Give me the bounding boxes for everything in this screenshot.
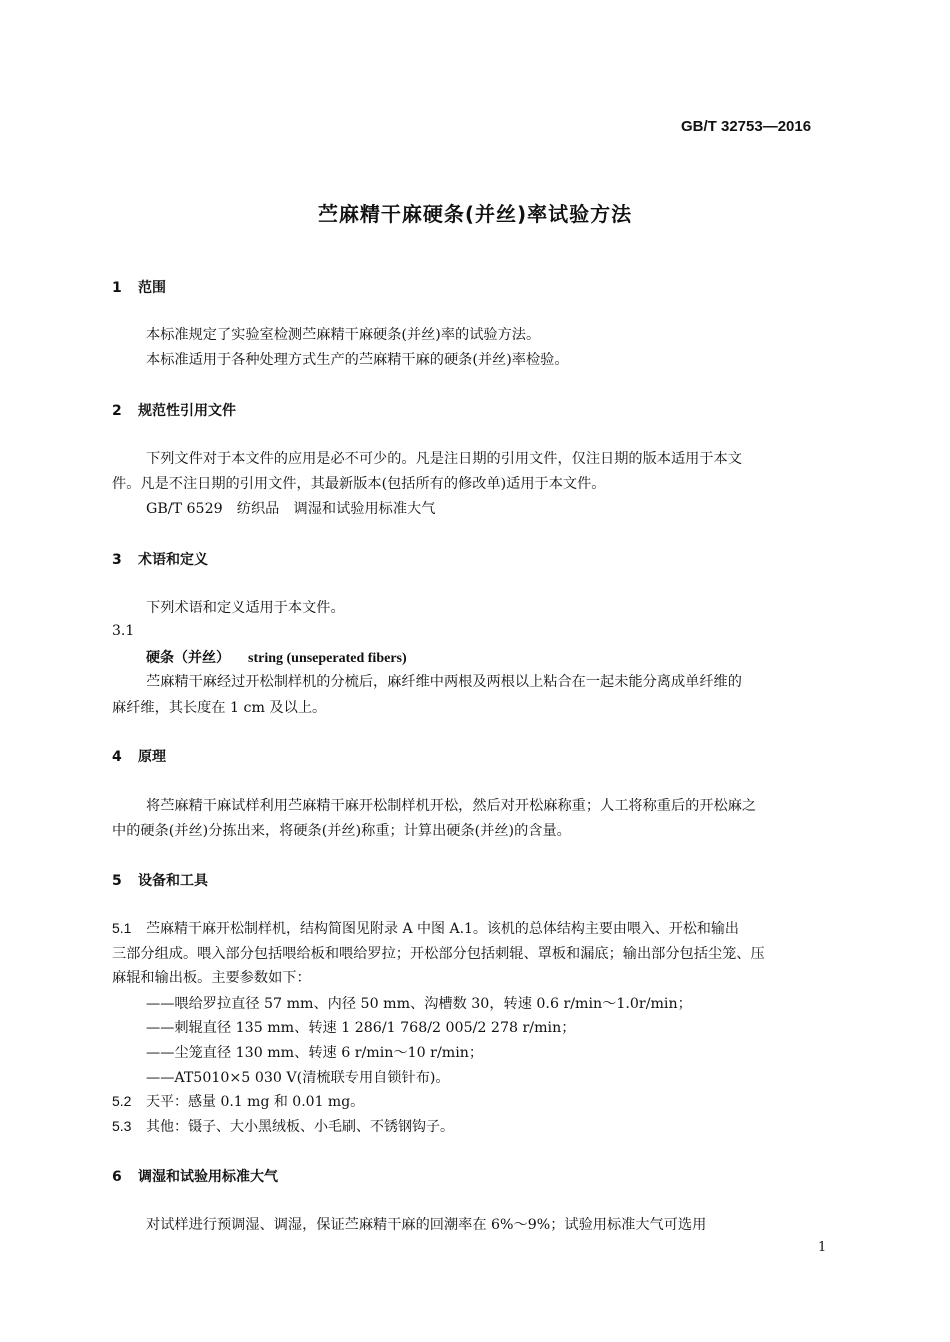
section-2-line-2: 件。凡是不注日期的引用文件，其最新版本(包括所有的修改单)适用于本文件。 [112,476,606,492]
section-6-line-1: 对试样进行预调湿、调湿，保证苎麻精干麻的回潮率在 6%～9%；试验用标准大气可选用 [146,1217,707,1233]
clause-5-1: 5.1 苎麻精干麻开松制样机，结构简图见附录 A 中图 A.1。该机的总体结构主要由喂入、开松和输出 [112,920,739,937]
clause-5-2: 5.2 天平：感量 0.1 mg 和 0.01 mg。 [112,1093,365,1110]
clause-5-1-line-2: 三部分组成。喂入部分包括喂给板和喂给罗拉；开松部分包括刺辊、罩板和漏底；输出部分包括尘笼、压 [112,946,765,962]
section-1-heading: 1 范围 [112,280,166,296]
section-1-line-2: 本标准适用于各种处理方式生产的苎麻精干麻的硬条(并丝)率检验。 [146,352,569,368]
term-chinese: 硬条（并丝） [146,650,230,666]
section-4-line-1: 将苎麻精干麻试样利用苎麻精干麻开松制样机开松，然后对开松麻称重；人工将称重后的开松麻之 [146,798,757,814]
definition-line-1: 苎麻精干麻经过开松制样机的分梳后，麻纤维中两根及两根以上粘合在一起未能分离成单纤维的 [146,674,742,690]
section-6-heading: 6 调湿和试验用标准大气 [112,1169,278,1185]
standard-number: GB/T 32753—2016 [681,118,812,135]
definition-line-2: 麻纤维，其长度在 1 cm 及以上。 [112,700,327,716]
param-feed-roller: ——喂给罗拉直径 57 mm、内径 50 mm、沟槽数 30，转速 0.6 r/min～1.0r/min； [146,996,692,1012]
clause-3-1-number: 3.1 [112,623,135,639]
section-5-heading: 5 设备和工具 [112,873,208,889]
document-title: 苎麻精干麻硬条(并丝)率试验方法 [317,202,633,226]
section-2-line-1: 下列文件对于本文件的应用是必不可少的。凡是注日期的引用文件，仅注日期的版本适用于本文 [146,451,742,467]
term-english: string (unseperated fibers) [248,651,407,666]
term-entry [146,647,407,667]
clause-5-3: 5.3 其他：镊子、大小黑绒板、小毛刷、不锈钢钩子。 [112,1118,454,1135]
param-card-clothing: ——AT5010×5 030 V(清梳联专用自锁针布)。 [146,1070,450,1086]
page-number: 1 [818,1240,827,1255]
section-2-heading: 2 规范性引用文件 [112,403,236,419]
clause-5-1-line-3: 麻辊和输出板。主要参数如下： [112,970,311,986]
section-4-heading: 4 原理 [112,749,166,765]
param-dust-cage: ——尘笼直径 130 mm、转速 6 r/min～10 r/min； [146,1045,484,1061]
param-licker-in: ——刺辊直径 135 mm、转速 1 286/1 768/2 005/2 278 r/min； [146,1020,576,1036]
section-3-intro: 下列术语和定义适用于本文件。 [146,600,345,616]
section-4-line-2: 中的硬条(并丝)分拣出来，将硬条(并丝)称重；计算出硬条(并丝)的含量。 [112,823,571,839]
section-3-heading: 3 术语和定义 [112,552,208,568]
section-1-line-1: 本标准规定了实验室检测苎麻精干麻硬条(并丝)率的试验方法。 [146,327,541,343]
normative-reference: GB/T 6529 纺织品 调湿和试验用标准大气 [146,501,436,517]
